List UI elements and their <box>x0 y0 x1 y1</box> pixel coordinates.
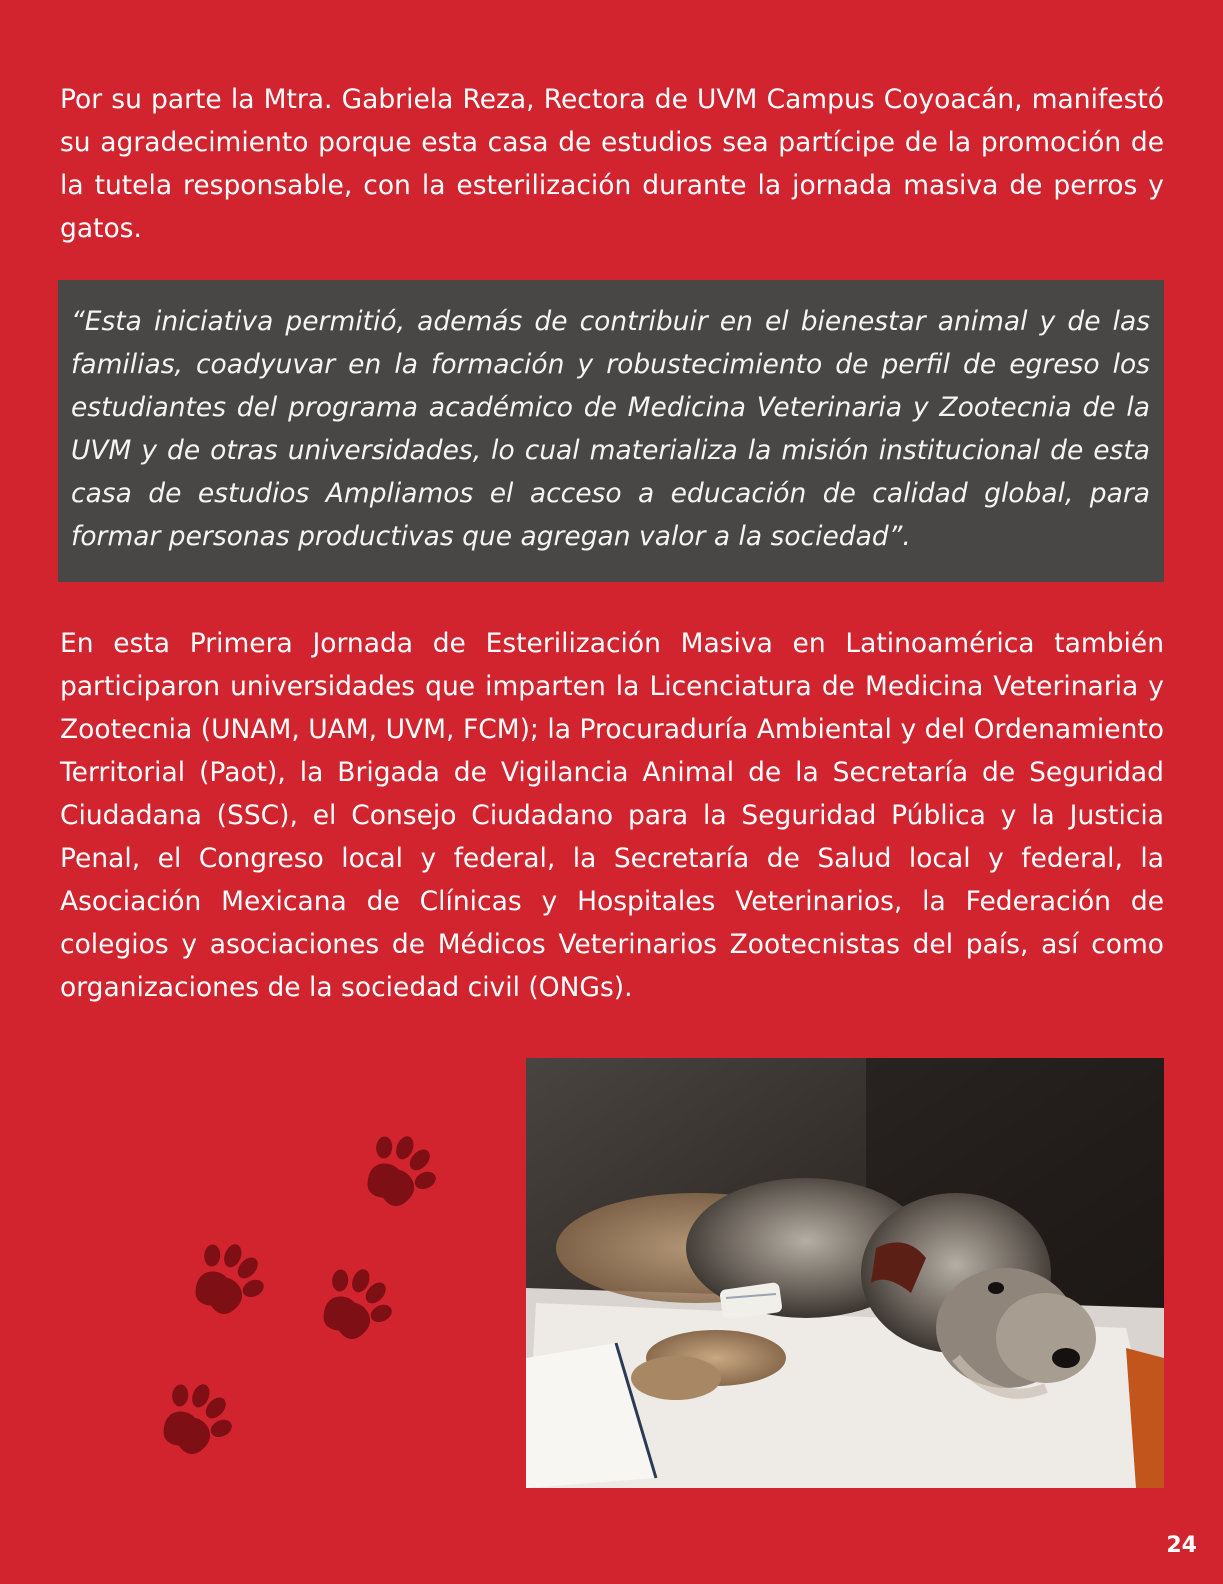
participants-paragraph: En esta Primera Jornada de Esterilización Masiva en Latinoamérica también participaron universidades que imparten la Licenciatura de Medicina Veterinaria y Zootecnia (UNAM, UAM, UVM, FCM); la Procuraduría Ambiental y del Ordenamiento Territorial (Paot), la Brigada de Vigilancia Animal de la Secretaría de Seguridad Ciudadana (SSC), el Consejo Ciudadano para la Seguridad Pública y la Justicia Penal, el Congreso local y federal, la Secretaría de Salud local y federal, la Asociación Mexicana de Clínicas y Hospitales Veterinarios, la Federación de colegios y asociaciones de Médicos Veterinarios Zootecnistas del país, así como organizaciones de la sociedad civil (ONGs). <box>60 628 1164 1003</box>
dog-photo <box>526 1058 1164 1488</box>
quote-text: “Esta iniciativa permitió, además de contribuir en el bienestar animal y de las familias, coadyuvar en la formación y robustecimiento de perfil de egreso los estudiantes del programa académico de Medicina Veterinaria y Zootecnia de la UVM y de otras universidades, lo cual materializa la misión institucional de esta casa de estudios Ampliamos el acceso a educación de calidad global, para formar personas productivas que agregan valor a la sociedad”. <box>71 306 1150 552</box>
quote-box <box>58 280 1164 582</box>
page-number: 24 <box>1166 1533 1197 1558</box>
intro-paragraph: Por su parte la Mtra. Gabriela Reza, Rectora de UVM Campus Coyoacán, manifestó su agradecimiento porque esta casa de estudios sea partícipe de la promoción de la tutela responsable, con la esterilización durante la jornada masiva de perros y gatos. <box>60 84 1164 244</box>
paw-print-icon <box>307 1255 408 1353</box>
paw-prints-decoration <box>120 1120 480 1480</box>
paw-print-icon <box>179 1230 280 1328</box>
paw-print-icon <box>351 1122 452 1220</box>
paw-print-icon <box>147 1370 248 1468</box>
